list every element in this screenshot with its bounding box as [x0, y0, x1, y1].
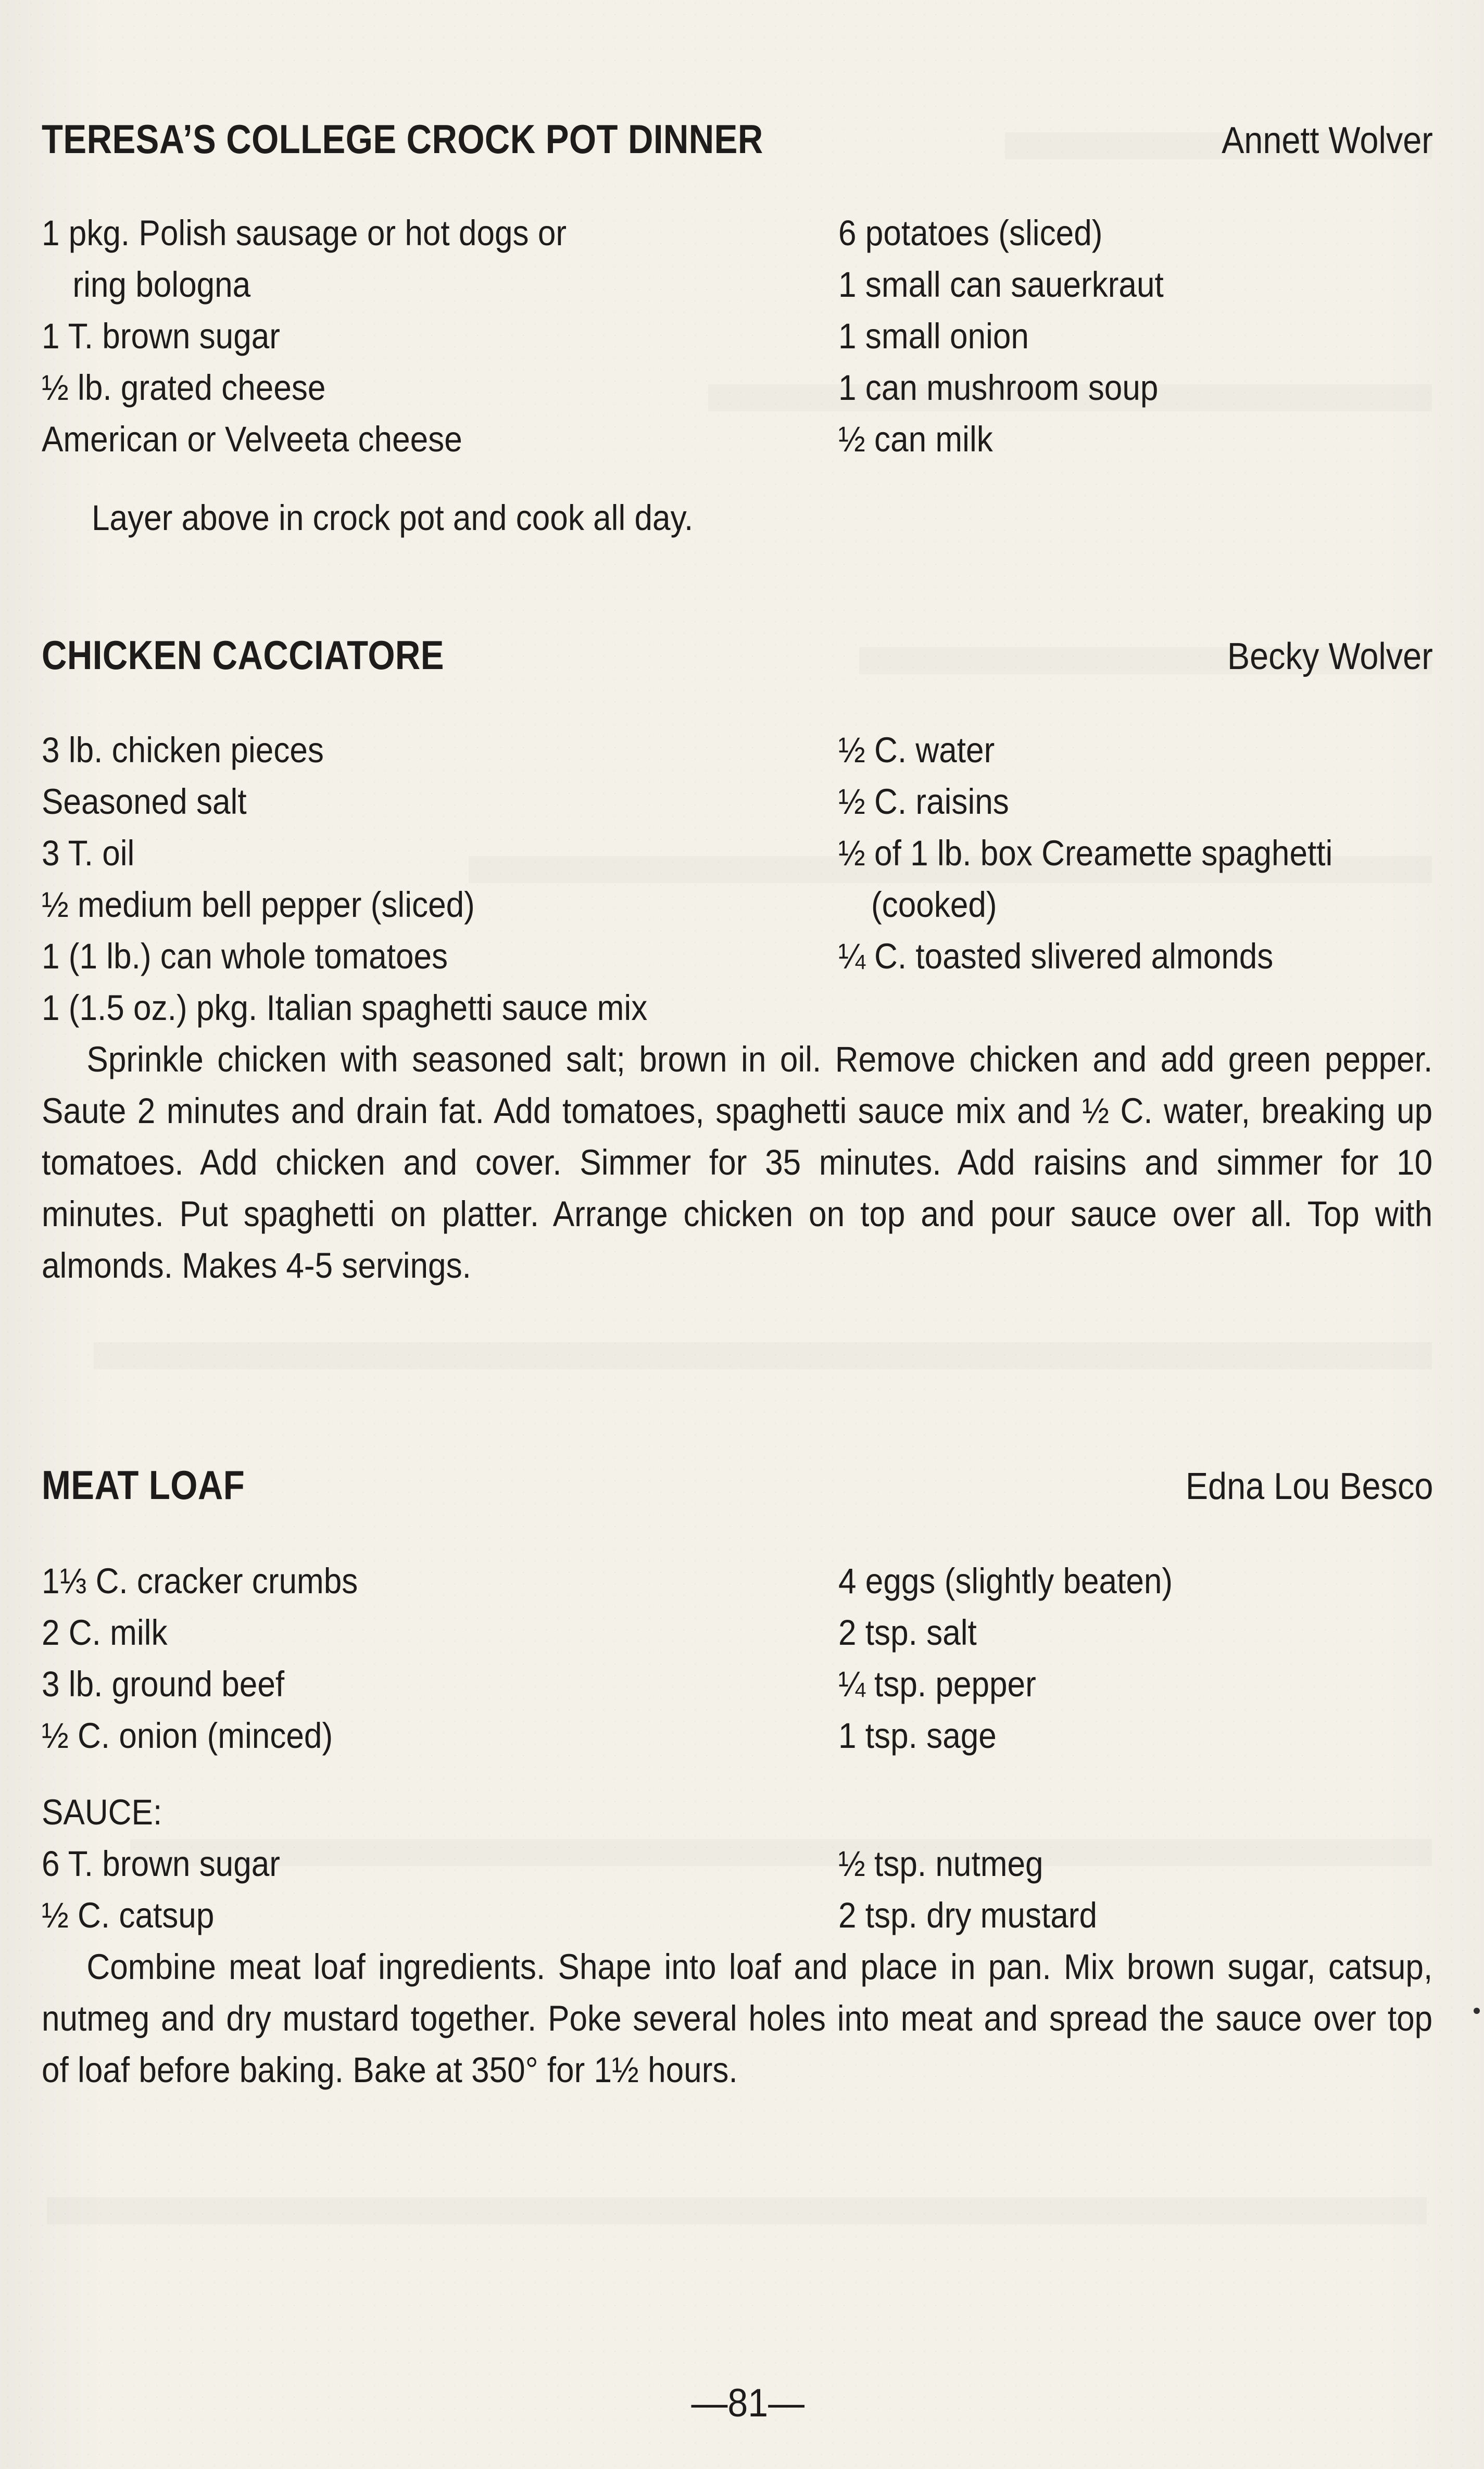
- ingredient-line: 2 C. milk: [42, 1613, 168, 1653]
- ingredient-line: ½ can milk: [838, 419, 993, 459]
- recipe-title: TERESA’S COLLEGE CROCK POT DINNER: [42, 116, 763, 162]
- ingredient-line: ½ medium bell pepper (sliced): [42, 885, 475, 925]
- ingredient-list: [42, 207, 1433, 465]
- ingredient-line: 1 small onion: [838, 316, 1029, 356]
- ingredient-line: ½ lb. grated cheese: [42, 368, 326, 408]
- recipe-header: [42, 632, 1433, 678]
- page-edge-mark: [1474, 2008, 1480, 2014]
- ingredients-left-column: [42, 207, 838, 465]
- ingredient-line: 3 lb. ground beef: [42, 1664, 285, 1704]
- ingredient-line: 1 T. brown sugar: [42, 316, 280, 356]
- ingredient-line: ½ C. water: [838, 730, 995, 770]
- ingredient-line: ½ C. raisins: [838, 782, 1009, 822]
- ingredient-line: ¼ tsp. pepper: [838, 1664, 1036, 1704]
- recipe-title: MEAT LOAF: [42, 1462, 245, 1508]
- recipe-author: Edna Lou Besco: [1185, 1466, 1433, 1507]
- ingredient-line: 1⅓ C. cracker crumbs: [42, 1561, 358, 1601]
- ingredient-line: 1 tsp. sage: [838, 1716, 997, 1756]
- ingredient-line: 6 potatoes (sliced): [838, 213, 1103, 253]
- ingredient-line: 1 pkg. Polish sausage or hot dogs or: [42, 213, 567, 253]
- recipe-meat-loaf: [42, 1462, 1433, 2096]
- recipe-header: [42, 1462, 1433, 1508]
- ingredient-line: American or Velveeta cheese: [42, 419, 462, 459]
- recipe-instructions: Layer above in crock pot and cook all day.: [92, 498, 694, 538]
- ingredient-line: 1 (1.5 oz.) pkg. Italian spaghetti sauce mix: [42, 988, 648, 1028]
- ingredient-line: 1 (1 lb.) can whole tomatoes: [42, 936, 448, 976]
- sauce-heading: SAUCE:: [42, 1792, 162, 1832]
- recipe-title: CHICKEN CACCIATORE: [42, 632, 444, 678]
- recipe-author: Annett Wolver: [1222, 120, 1433, 161]
- ingredient-line: 2 tsp. salt: [838, 1613, 977, 1653]
- ingredients-right-column: [838, 724, 1429, 1034]
- ingredient-line: 3 T. oil: [42, 833, 135, 873]
- ingredient-line: 1 small can sauerkraut: [838, 264, 1164, 305]
- ingredient-line: (cooked): [871, 885, 997, 925]
- ingredient-line: 3 lb. chicken pieces: [42, 730, 324, 770]
- recipe-header: [42, 116, 1433, 162]
- recipe-instructions: Combine meat loaf ingredients. Shape into loaf and place in pan. Mix brown sugar, catsup, nutmeg and dry mustard together. Poke several holes into meat and spread the sauce over top of loaf before baking. Bake at 350° for 1½ hours.: [42, 1947, 1433, 2090]
- ingredient-line: ring bologna: [72, 264, 251, 305]
- sauce-ingredient-line: ½ C. catsup: [42, 1895, 215, 1935]
- ingredient-list: [42, 724, 1433, 1034]
- ingredients-right-column: [838, 1555, 1429, 1761]
- sauce-right-column: [838, 1838, 1429, 1941]
- ingredients-left-column: [42, 724, 838, 1034]
- ingredient-list: [42, 1555, 1433, 1761]
- sauce-ingredient-line: ½ tsp. nutmeg: [838, 1844, 1043, 1884]
- ingredients-left-column: [42, 1555, 838, 1761]
- ingredient-line: 4 eggs (slightly beaten): [838, 1561, 1173, 1601]
- bleed-through-text: [94, 1342, 1432, 1369]
- sauce-ingredient-line: 6 T. brown sugar: [42, 1844, 280, 1884]
- ingredient-line: Seasoned salt: [42, 782, 247, 822]
- recipe-author: Becky Wolver: [1227, 636, 1433, 677]
- sauce-ingredient-line: 2 tsp. dry mustard: [838, 1895, 1097, 1935]
- sauce-left-column: [42, 1838, 838, 1941]
- ingredients-right-column: [838, 207, 1429, 465]
- ingredient-line: 1 can mushroom soup: [838, 368, 1159, 408]
- sauce-ingredient-list: [42, 1838, 1433, 1941]
- recipe-instructions: Sprinkle chicken with seasoned salt; brown in oil. Remove chicken and add green pepper. Saute 2 minutes and drain fat. Add tomatoes, spaghetti sauce mix and ½ C. water, breaking up tomatoes. Add chicken and cover. Simmer for 35 minutes. Add raisins and simmer for 10 minutes. Put spaghetti on platter. Arrange chicken on top and pour sauce over all. Top with almonds. Makes 4-5 servings.: [42, 1039, 1433, 1286]
- bleed-through-text: [47, 2197, 1427, 2224]
- ingredient-line: ½ C. onion (minced): [42, 1716, 333, 1756]
- ingredient-line: ½ of 1 lb. box Creamette spaghetti: [838, 833, 1333, 873]
- ingredient-line: ¼ C. toasted slivered almonds: [838, 936, 1274, 976]
- page-number: —81—: [691, 2381, 805, 2425]
- recipe-crock-pot-dinner: [42, 116, 1433, 465]
- recipe-chicken-cacciatore: [42, 632, 1433, 1291]
